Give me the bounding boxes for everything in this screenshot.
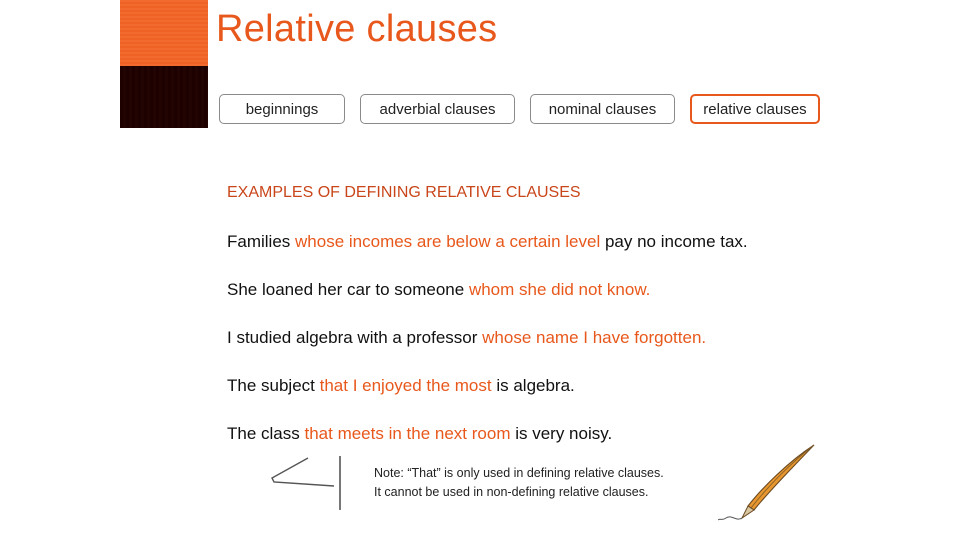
note-line-2: It cannot be used in non-defining relative clauses. — [374, 485, 649, 499]
relative-clause-highlight: that I enjoyed the most — [319, 376, 492, 395]
sentence-text: The class — [227, 424, 305, 443]
tab-beginnings[interactable]: beginnings — [219, 94, 345, 124]
sentence-text: She loaned her car to someone — [227, 280, 469, 299]
decorative-dark-block — [120, 66, 208, 128]
sentence-text: I studied algebra with a professor — [227, 328, 483, 347]
quill-pen-icon — [718, 442, 818, 528]
note-line-1: Note: “That” is only used in defining relative clauses. — [374, 466, 664, 480]
sentence-text: is algebra. — [491, 376, 575, 395]
flag-sketch-icon — [262, 452, 352, 514]
example-sentence-5 — [227, 424, 612, 444]
relative-clause-highlight: that meets in the next room — [304, 424, 511, 443]
tab-relative-clauses[interactable]: relative clauses — [690, 94, 820, 124]
tab-nominal-clauses[interactable]: nominal clauses — [530, 94, 675, 124]
page-title: Relative clauses — [216, 8, 498, 50]
decorative-orange-block — [120, 0, 208, 66]
section-heading: EXAMPLES OF DEFINING RELATIVE CLAUSES — [227, 184, 581, 201]
example-sentence-3 — [227, 328, 706, 348]
sentence-text: Families — [227, 232, 296, 251]
sentence-text: pay no income tax. — [600, 232, 748, 251]
relative-clause-highlight: whom she did not know. — [468, 280, 651, 299]
example-sentence-1 — [227, 232, 748, 252]
relative-clause-highlight: whose incomes are below a certain level — [295, 232, 601, 251]
note-box — [374, 464, 664, 502]
tab-adverbial-clauses[interactable]: adverbial clauses — [360, 94, 515, 124]
example-sentence-2 — [227, 280, 650, 300]
sentence-text: The subject — [227, 376, 320, 395]
relative-clause-highlight: whose name I have forgotten. — [482, 328, 707, 347]
sentence-text: is very noisy. — [510, 424, 613, 443]
example-sentence-4 — [227, 376, 575, 396]
